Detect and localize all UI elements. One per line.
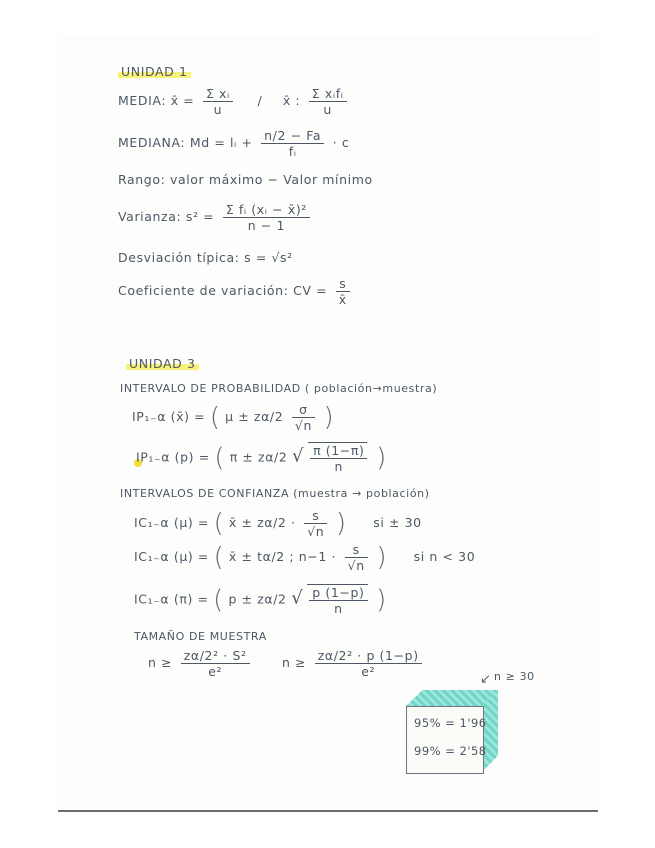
mediana-lhs: Md = lᵢ +	[189, 135, 253, 150]
media2-denominator: u	[323, 102, 332, 117]
ic3-numerator: p (1−p)	[309, 585, 367, 601]
unit1-heading	[118, 64, 191, 79]
mediana-numerator: n/2 − Fa	[261, 128, 324, 144]
ic3-paren-close: )	[376, 585, 387, 615]
ic1-body: x̄ ± zα/2 ·	[228, 515, 296, 530]
mediana-label: MEDIANA:	[118, 135, 186, 150]
ip2-fraction	[308, 442, 367, 474]
cv-fraction	[336, 276, 350, 307]
varianza-formula	[118, 202, 314, 233]
ic1-fraction	[304, 508, 327, 539]
media-numerator: Σ xᵢ	[203, 86, 233, 102]
ic3-fraction	[307, 584, 367, 616]
varianza-fraction	[223, 202, 310, 233]
ip2-paren-close: )	[376, 443, 387, 473]
box-arrow-note: n ≥ 30	[494, 670, 535, 683]
varianza-denominator: n − 1	[247, 218, 285, 233]
n2-denominator: e²	[361, 664, 376, 679]
unit3-heading	[126, 356, 199, 371]
ic2-lhs: IC₁₋α (μ) =	[134, 549, 209, 564]
media-lhs: x̄ =	[170, 93, 195, 108]
media-fraction	[203, 86, 233, 117]
ip1-body: μ ± zα/2	[225, 409, 284, 424]
ip2-denominator: n	[334, 459, 344, 474]
ic2-paren-open: (	[213, 542, 225, 573]
varianza-lhs: s² =	[185, 209, 215, 224]
ip2-paren-open: (	[214, 443, 226, 473]
ic1-condition: si ± 30	[373, 515, 422, 530]
sample-size-mean-formula	[148, 648, 254, 679]
tamano-muestra-title: TAMAÑO DE MUESTRA	[134, 630, 267, 643]
n2-lhs: n ≥	[282, 655, 307, 670]
n1-lhs: n ≥	[148, 655, 173, 670]
ic3-sqrt-sign: √	[291, 587, 304, 609]
media2-numerator: Σ xᵢfᵢ	[309, 86, 347, 102]
ic2-paren-close: )	[376, 542, 388, 573]
ic1-paren-open: (	[213, 508, 225, 539]
n2-fraction	[315, 648, 422, 679]
ic-mean-z-formula	[134, 508, 422, 539]
ip-proportion-formula	[136, 442, 387, 474]
ip1-denominator: √n	[294, 418, 312, 433]
varianza-label: Varianza:	[118, 209, 182, 224]
ip2-numerator: π (1−π)	[310, 443, 367, 459]
ic1-paren-close: )	[335, 508, 347, 539]
cv-formula	[118, 276, 354, 307]
cv-numerator: s	[336, 276, 350, 292]
mediana-tail: · c	[332, 135, 350, 150]
ip2-lhs: IP₁₋α (p) =	[136, 449, 210, 465]
ip2-sqrt-sign: √	[292, 445, 305, 467]
mediana-denominator: fᵢ	[288, 144, 297, 159]
ic2-condition: si n < 30	[413, 549, 476, 564]
cv-label: Coeficiente de variación: CV =	[118, 283, 328, 298]
media-separator: /	[257, 93, 263, 108]
mediana-fraction	[261, 128, 324, 159]
rango-formula: Rango: valor máximo − Valor mínimo	[118, 172, 373, 187]
arrow-icon: ↙	[480, 672, 491, 687]
n1-denominator: e²	[208, 664, 223, 679]
ip2-body: π ± zα/2	[229, 449, 288, 465]
ic2-body: x̄ ± tα/2 ; n−1 ·	[228, 549, 337, 564]
cv-denominator: x̄	[338, 292, 347, 307]
n1-fraction	[181, 648, 250, 679]
ic3-denominator: n	[334, 601, 343, 616]
mediana-formula	[118, 128, 349, 159]
ic1-numerator: s	[304, 508, 327, 524]
ic3-lhs: IC₁₋α (π) =	[134, 591, 209, 607]
box-line-95: 95% = 1'96	[414, 716, 487, 730]
ic2-fraction	[345, 542, 368, 573]
desviacion-formula: Desviación típica: s = √s²	[118, 250, 293, 265]
ip1-paren-close: )	[323, 402, 335, 433]
ic-proportion-formula	[134, 584, 387, 616]
page-bottom-edge	[58, 810, 598, 812]
media2-lhs: x̄ :	[282, 93, 301, 108]
varianza-numerator: Σ fᵢ (xᵢ − x̄)²	[223, 202, 310, 218]
ip1-numerator: σ	[292, 402, 315, 418]
ic2-numerator: s	[345, 542, 368, 558]
ip1-lhs: IP₁₋α (x̄) =	[132, 409, 206, 424]
ip-mean-formula	[132, 402, 334, 433]
sample-size-proportion-formula	[282, 648, 426, 679]
unit3-heading-text: UNIDAD 3	[126, 356, 199, 371]
ip1-paren-open: (	[209, 402, 221, 433]
ic3-body: p ± zα/2	[228, 591, 287, 607]
n1-numerator: zα/2² · S²	[181, 648, 250, 664]
n2-numerator: zα/2² · p (1−p)	[315, 648, 422, 664]
ic1-denominator: √n	[307, 524, 325, 539]
ic1-lhs: IC₁₋α (μ) =	[134, 515, 209, 530]
ic3-paren-open: (	[213, 585, 224, 615]
ic-mean-t-formula	[134, 542, 475, 573]
media-denominator: u	[213, 102, 223, 117]
media-formula	[118, 86, 351, 117]
ip1-fraction	[292, 402, 315, 433]
media2-fraction	[309, 86, 347, 117]
ic2-denominator: √n	[347, 558, 365, 573]
unit1-heading-text: UNIDAD 1	[118, 64, 191, 79]
intervalo-probabilidad-title: INTERVALO DE PROBABILIDAD ( población→muestra)	[120, 382, 438, 395]
intervalos-confianza-title: INTERVALOS DE CONFIANZA (muestra → población)	[120, 487, 430, 500]
box-line-99: 99% = 2'58	[414, 744, 487, 758]
media-label: MEDIA:	[118, 93, 167, 108]
